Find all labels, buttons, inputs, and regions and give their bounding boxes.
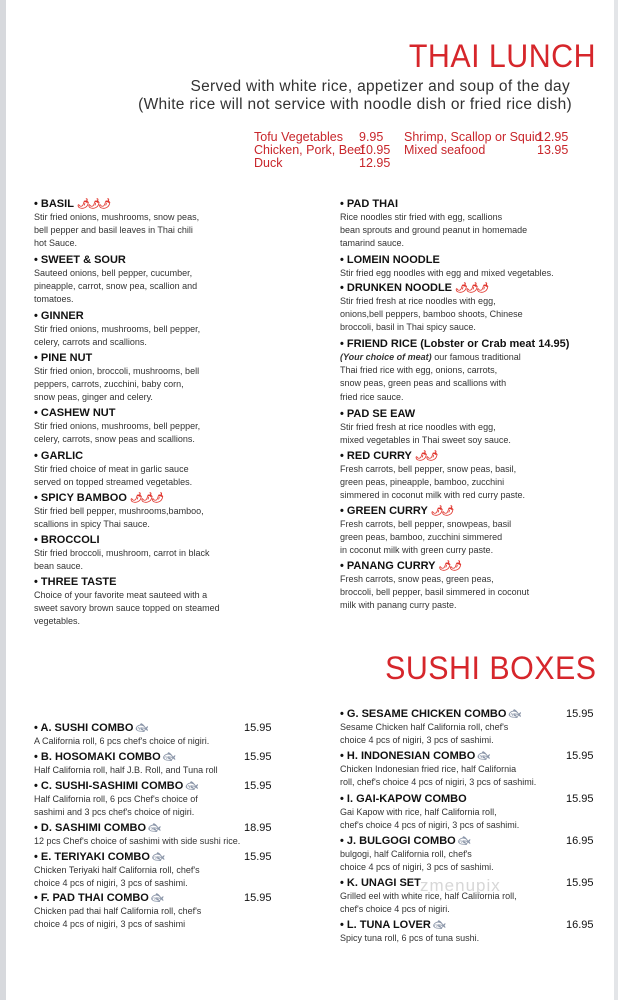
- menu-item-description: Fresh carrots, bell pepper, snow peas, basil, green peas, pineapple, bamboo, zucchini simmered in coconut milk with red curry paste.: [340, 464, 526, 501]
- sushi-item-name: • K. UNAGI SET: [340, 877, 421, 889]
- menu-item-description: Stir fried onions, mushrooms, snow peas, bell pepper and basil leaves in Thai chili hot Sauce.: [34, 212, 200, 249]
- menu-item-description: Stir fried choice of meat in garlic sauce served on topped streamed vegetables.: [34, 464, 193, 488]
- price-name: Shrimp, Scallop or Squid: [404, 130, 542, 144]
- menu-item: [34, 254, 197, 307]
- sushi-item-description: Chicken pad thai half California roll, chef's choice 4 pcs of nigiri, 3 pcs of sashimi: [34, 906, 202, 930]
- menu-item-description: Stir fried egg noodles with egg and mixed vegetables.: [340, 268, 554, 278]
- sushi-item-price: 15.95: [566, 793, 594, 805]
- sushi-item-price: 15.95: [244, 780, 272, 792]
- sushi-item-name: • J. BULGOGI COMBO: [340, 835, 456, 847]
- price-name: Mixed seafood: [404, 143, 486, 157]
- fish-icon: 🐟︎: [150, 893, 164, 904]
- sushi-item-price: 15.95: [244, 722, 272, 734]
- menu-item-description: Stir fried onions, mushrooms, bell pepper, celery, carrots, snow peas and scallions.: [34, 421, 201, 445]
- sushi-item-price: 16.95: [566, 919, 594, 931]
- menu-item-name: • FRIEND RICE (Lobster or Crab meat 14.95): [340, 338, 570, 350]
- watermark: zmenupix: [420, 876, 501, 895]
- chili-pepper-icon: 🌶🌶: [414, 451, 437, 462]
- price-name: Tofu Vegetables: [254, 130, 343, 144]
- sushi-item: [340, 793, 519, 832]
- price-value: 9.95: [359, 130, 384, 144]
- sushi-item: [34, 822, 240, 848]
- menu-item-name: • GARLIC: [34, 450, 84, 462]
- menu-item-name: • PAD THAI: [340, 198, 399, 210]
- menu-item: [34, 576, 220, 629]
- menu-item-name: • DRUNKEN NOODLE: [340, 282, 453, 294]
- sushi-item-description: Gai Kapow with rice, half California roll, chef's choice 4 pcs of nigiri, 3 pcs of sashimi.: [340, 807, 520, 831]
- menu-item-name: • PAD SE EAW: [340, 408, 416, 420]
- fish-icon: 🐟︎: [148, 823, 161, 834]
- sushi-item-name: • L. TUNA LOVER: [340, 919, 431, 931]
- menu-item-name: • GREEN CURRY: [340, 505, 428, 517]
- menu-item-name: • THREE TASTE: [34, 576, 117, 588]
- sushi-item-name: • E. TERIYAKI COMBO: [34, 851, 150, 863]
- chili-pepper-icon: 🌶🌶🌶: [455, 283, 488, 294]
- sushi-item-description: A California roll, 6 pcs chef's choice of nigiri.: [34, 736, 210, 746]
- menu-item-description-note: (Your choice of meat): [340, 352, 432, 362]
- sushi-item: [340, 750, 536, 789]
- sushi-item-description: Chicken Indonesian fried rice, half California roll, chef's choice 4 pcs of nigiri, 3 pcs of sashimi.: [340, 764, 537, 788]
- sushi-item-price: 15.95: [566, 877, 594, 889]
- menu-item-name: • SWEET & SOUR: [34, 254, 126, 266]
- menu-item: [340, 560, 529, 613]
- menu-item: [34, 198, 199, 251]
- sushi-item-name: • C. SUSHI-SASHIMI COMBO: [34, 780, 184, 792]
- fish-icon: 🐟︎: [477, 751, 490, 762]
- fish-icon: 🐟︎: [457, 836, 471, 847]
- menu-item-description: Stir fried bell pepper, mushrooms,bamboo, scallions in spicy Thai sauce.: [34, 506, 204, 530]
- fish-icon: 🐟︎: [151, 852, 165, 863]
- sushi-item-name: • I. GAI-KAPOW COMBO: [340, 793, 467, 805]
- sushi-item-description: Grilled eel with white rice, half California roll, chef's choice 4 pcs of nigiri.: [340, 891, 517, 915]
- thai-subtitle-rice-note: (White rice will not service with noodle dish or fried rice dish): [138, 96, 572, 113]
- menu-item: [34, 352, 199, 405]
- menu-item-name: • BROCCOLI: [34, 534, 100, 546]
- menu-item-description: Stir fried broccoli, mushroom, carrot in black bean sauce.: [34, 548, 210, 572]
- sushi-boxes-title: SUSHI BOXES: [384, 650, 596, 686]
- menu-item-name: • PINE NUT: [34, 352, 93, 364]
- sushi-item: [34, 851, 200, 890]
- fish-icon: 🐟︎: [185, 781, 199, 792]
- sushi-item-name: • H. INDONESIAN COMBO: [340, 750, 476, 762]
- menu-item: [340, 505, 511, 558]
- menu-item-description: our famous traditional Thai fried rice with egg, onions, carrots, snow peas, green peas and scallions with fried rice sauce.: [340, 352, 521, 402]
- menu-item-name: • RED CURRY: [340, 450, 412, 462]
- menu-item: [340, 338, 569, 404]
- sushi-item: [34, 780, 198, 819]
- menu-item-name: • LOMEIN NOODLE: [340, 254, 440, 266]
- sushi-item-name: • B. HOSOMAKI COMBO: [34, 751, 161, 763]
- price-value: 12.95: [359, 156, 391, 170]
- chili-pepper-icon: 🌶🌶: [438, 561, 460, 572]
- menu-item-description: Stir fried onion, broccoli, mushrooms, bell peppers, carrots, zucchini, baby corn, snow peas, ginger and celery.: [34, 366, 200, 403]
- menu-item-name: • PANANG CURRY: [340, 560, 436, 572]
- sushi-item-name: • F. PAD THAI COMBO: [34, 892, 149, 904]
- left-frame-border: [0, 0, 6, 1000]
- sushi-item-price: 15.95: [566, 708, 594, 720]
- fish-icon: 🐟︎: [432, 920, 446, 931]
- sushi-item: [340, 708, 521, 747]
- sushi-item-price: 15.95: [244, 751, 272, 763]
- sushi-item-price: 16.95: [566, 835, 594, 847]
- menu-item: [34, 310, 200, 349]
- menu-item: [340, 408, 511, 447]
- sushi-item: [340, 919, 479, 945]
- menu-item-description: Rice noodles stir fried with egg, scallions bean sprouts and ground peanut in homemade tamarind sauce.: [340, 212, 528, 249]
- sushi-item: [34, 751, 218, 777]
- sushi-item: [34, 722, 209, 748]
- sushi-item-price: 15.95: [244, 851, 272, 863]
- chili-pepper-icon: 🌶🌶🌶: [129, 493, 162, 504]
- price-value: 12.95: [537, 130, 569, 144]
- thai-lunch-title: THAI LUNCH: [408, 38, 596, 74]
- fish-icon: 🐟︎: [135, 723, 149, 734]
- menu-item: [340, 198, 527, 251]
- sushi-item-price: 18.95: [244, 822, 272, 834]
- menu-item-description: Sauteed onions, bell pepper, cucumber, pineapple, carrot, snow pea, scallion and tomatoes.: [34, 268, 198, 305]
- sushi-item-name: • D. SASHIMI COMBO: [34, 822, 147, 834]
- menu-item-description: Fresh carrots, bell pepper, snowpeas, basil green peas, bamboo, zucchini simmered in coconut milk with green curry paste.: [340, 519, 512, 556]
- menu-item: [34, 534, 210, 573]
- menu-item: [340, 254, 554, 280]
- price-value: 13.95: [537, 143, 569, 157]
- menu-item-description: Stir fried fresh at rice noodles with egg, mixed vegetables in Thai sweet soy sauce.: [340, 422, 511, 446]
- menu-item-description: Choice of your favorite meat sauteed with a sweet savory brown sauce topped on steamed vegetables.: [34, 590, 220, 627]
- sushi-item-name: • G. SESAME CHICKEN COMBO: [340, 708, 507, 720]
- sushi-item: [340, 835, 494, 874]
- sushi-item-description: Sesame Chicken half California roll, chef's choice 4 pcs of nigiri, 3 pcs of sashimi.: [340, 722, 509, 746]
- menu-item: [340, 282, 523, 335]
- chili-pepper-icon: 🌶🌶: [430, 506, 453, 517]
- sushi-item-price: 15.95: [244, 892, 272, 904]
- sushi-item: [34, 892, 201, 931]
- fish-icon: 🐟︎: [508, 709, 522, 720]
- menu-item-name: • GINNER: [34, 310, 84, 322]
- price-name: Duck: [254, 156, 283, 170]
- sushi-item-description: Chicken Teriyaki half California roll, chef's choice 4 pcs of nigiri, 3 pcs of sashimi.: [34, 865, 200, 889]
- menu-item: [34, 492, 204, 531]
- sushi-item-description: Half California roll, 6 pcs Chef's choice of sashimi and 3 pcs chef's choice of nigiri.: [34, 794, 198, 818]
- menu-item-name: • SPICY BAMBOO: [34, 492, 127, 504]
- menu-item-name: • BASIL: [34, 198, 74, 210]
- price-name: Chicken, Pork, Beef: [254, 143, 365, 157]
- sushi-item-description: Spicy tuna roll, 6 pcs of tuna sushi.: [340, 933, 480, 943]
- menu-item-description: Stir fried fresh at rice noodles with egg, onions,bell peppers, bamboo shoots, Chinese broccoli, basil in Thai spicy sauce.: [340, 296, 523, 333]
- menu-item-description: Stir fried onions, mushrooms, bell pepper, celery, carrots and scallions.: [34, 324, 201, 348]
- menu-item-name: • CASHEW NUT: [34, 407, 116, 419]
- sushi-item-price: 15.95: [566, 750, 594, 762]
- fish-icon: 🐟︎: [162, 752, 176, 763]
- menu-item-description: Fresh carrots, snow peas, green peas, broccoli, bell pepper, basil simmered in coconut milk with panang curry paste.: [340, 574, 530, 611]
- right-frame-border: [614, 0, 618, 1000]
- price-value: 10.95: [359, 143, 391, 157]
- sushi-item-description: 12 pcs Chef's choice of sashimi with side sushi rice.: [34, 836, 241, 846]
- menu-item: [340, 450, 525, 503]
- menu-item: [34, 407, 200, 446]
- sushi-item-name: • A. SUSHI COMBO: [34, 722, 134, 734]
- menu-item: [34, 450, 192, 489]
- sushi-item-description: Half California roll, half J.B. Roll, and Tuna roll: [34, 765, 218, 775]
- sushi-item-description: bulgogi, half California roll, chef's choice 4 pcs of nigiri, 3 pcs of sashimi.: [340, 849, 494, 873]
- chili-pepper-icon: 🌶🌶🌶: [76, 199, 110, 210]
- thai-subtitle-served: Served with white rice, appetizer and soup of the day: [190, 78, 570, 95]
